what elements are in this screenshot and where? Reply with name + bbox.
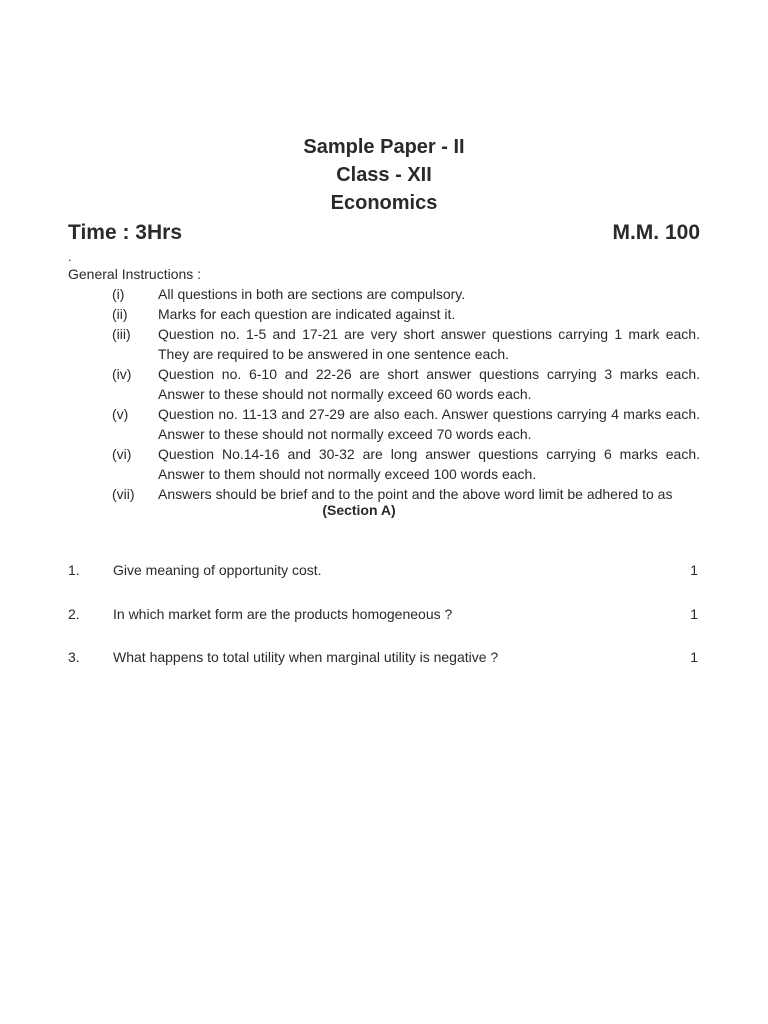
instruction-number: (iii) bbox=[112, 326, 131, 342]
instruction-text: Answers should be brief and to the point and the above word limit be adhered to as bbox=[158, 486, 673, 502]
instruction-number: (i) bbox=[112, 286, 125, 302]
time-allowed: Time : 3Hrs bbox=[68, 221, 182, 244]
instruction-text: Marks for each question are indicated against it. bbox=[158, 306, 456, 322]
section-heading: (Section A) bbox=[322, 502, 396, 518]
instruction-number: (v) bbox=[112, 406, 129, 422]
question-text: In which market form are the products homogeneous ? bbox=[113, 605, 453, 622]
instruction-number: (vi) bbox=[112, 446, 132, 462]
instruction-text: Question No.14-16 and 30-32 are long answer questions carrying 6 marks each. Answer to them should not normally exceed 100 words each. bbox=[158, 446, 700, 482]
instruction-item bbox=[112, 304, 700, 324]
question-number: 3. bbox=[68, 649, 80, 665]
instruction-text: Question no. 11-13 and 27-29 are also each. Answer questions carrying 4 marks each. Answer to these should not normally exceed 70 words each. bbox=[158, 406, 700, 442]
paper-title: Sample Paper - II bbox=[303, 136, 465, 158]
question-marks: 1 bbox=[690, 605, 698, 622]
class-heading: Class - XII bbox=[336, 164, 432, 186]
question-text: What happens to total utility when marginal utility is negative ? bbox=[113, 649, 499, 665]
question-row bbox=[68, 648, 700, 692]
instruction-item bbox=[112, 284, 700, 304]
question-number: 1. bbox=[68, 562, 80, 578]
instructions-list bbox=[112, 284, 700, 504]
question-text: Give meaning of opportunity cost. bbox=[113, 562, 322, 578]
general-instructions-heading: General Instructions : bbox=[68, 266, 202, 282]
question-row bbox=[68, 561, 700, 605]
instruction-number: (iv) bbox=[112, 366, 132, 382]
question-row bbox=[68, 605, 700, 649]
questions-list bbox=[68, 561, 700, 692]
instruction-text: Question no. 1-5 and 17-21 are very short answer questions carrying 1 mark each. They are required to be answered in one sentence each. bbox=[158, 326, 700, 362]
question-marks: 1 bbox=[690, 649, 698, 665]
instruction-item bbox=[112, 364, 700, 404]
instruction-item bbox=[112, 324, 700, 364]
time-marks-row bbox=[68, 220, 700, 246]
instruction-number: (vii) bbox=[112, 486, 135, 502]
instruction-item bbox=[112, 404, 700, 444]
maximum-marks: M.M. 100 bbox=[612, 221, 700, 244]
stray-mark: . bbox=[68, 249, 72, 264]
instruction-number: (ii) bbox=[112, 306, 128, 322]
instruction-text: All questions in both are sections are compulsory. bbox=[158, 286, 466, 302]
subject-heading: Economics bbox=[330, 192, 438, 214]
instruction-text: Question no. 6-10 and 22-26 are short answer questions carrying 3 marks each. Answer to these should not normally exceed 60 words each. bbox=[158, 366, 700, 402]
question-number: 2. bbox=[68, 605, 80, 622]
question-marks: 1 bbox=[690, 562, 698, 578]
instruction-item bbox=[112, 444, 700, 484]
